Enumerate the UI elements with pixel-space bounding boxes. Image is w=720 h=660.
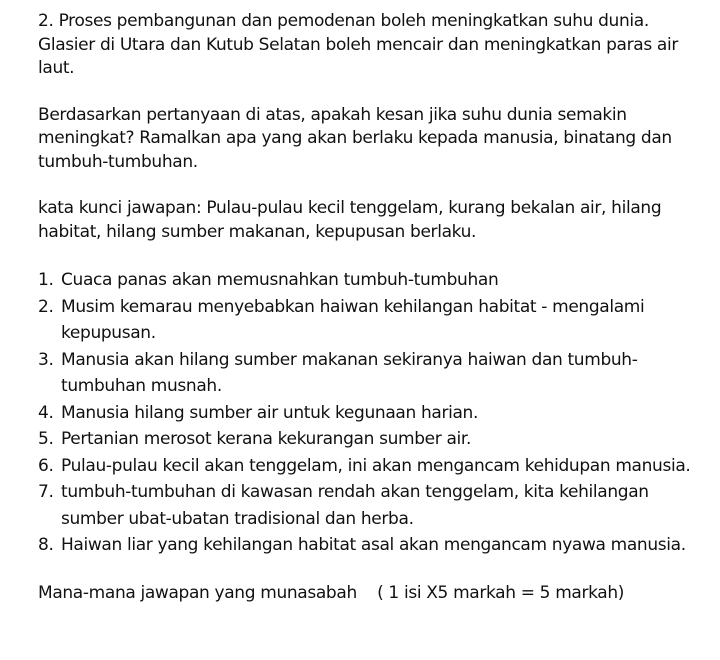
answer-number: 4.	[38, 402, 54, 423]
document-body	[38, 10, 708, 605]
answer-number: 7.	[38, 482, 54, 502]
answer-text: Manusia akan hilang sumber makanan sekiranya haiwan dan tumbuh-tumbuhan musnah.	[61, 349, 638, 396]
marking-note	[38, 582, 708, 606]
answer-number: 2.	[38, 296, 54, 317]
answer-item	[38, 453, 708, 480]
question-paragraph: Berdasarkan pertanyaan di atas, apakah kesan jika suhu dunia semakin meningkat? Ramalkan apa yang akan berlaku kepada manusia, binatang dan tumbuh-tumbuhan.	[38, 104, 672, 172]
answer-text: Haiwan liar yang kehilangan habitat asal akan mengancam nyawa manusia.	[61, 535, 686, 555]
keywords-paragraph: kata kunci jawapan: Pulau-pulau kecil tenggelam, kurang bekalan air, hilang habitat, hilang sumber makanan, kepupusan berlaku.	[38, 198, 662, 242]
marks-allocation: ( 1 isi X5 markah = 5 markah)	[377, 582, 625, 603]
answer-number: 1.	[38, 270, 54, 290]
answer-number: 8.	[38, 535, 54, 555]
answer-item	[38, 294, 708, 347]
answer-number: 3.	[38, 349, 54, 370]
answer-item	[38, 400, 708, 427]
answer-text: Pulau-pulau kecil akan tenggelam, ini akan mengancam kehidupan manusia.	[61, 455, 691, 476]
answer-text: Manusia hilang sumber air untuk kegunaan harian.	[61, 402, 478, 423]
answer-number: 6.	[38, 455, 54, 476]
answer-text: Cuaca panas akan memusnahkan tumbuh-tumbuhan	[61, 270, 499, 290]
marking-note-text: Mana-mana jawapan yang munasabah	[38, 582, 357, 603]
point-2-paragraph: 2. Proses pembangunan dan pemodenan boleh meningkatkan suhu dunia. Glasier di Utara dan Kutub Selatan boleh mencair dan meningkatkan paras air laut.	[38, 11, 678, 78]
answer-item	[38, 532, 708, 559]
answer-item	[38, 426, 708, 453]
answer-text: Pertanian merosot kerana kekurangan sumber air.	[61, 429, 472, 449]
answer-item	[38, 479, 708, 532]
answer-number: 5.	[38, 429, 54, 449]
answer-text: Musim kemarau menyebabkan haiwan kehilangan habitat - mengalami kepupusan.	[61, 296, 645, 343]
answer-list	[38, 267, 708, 559]
answer-text: tumbuh-tumbuhan di kawasan rendah akan tenggelam, kita kehilangan sumber ubat-ubatan tradisional dan herba.	[61, 482, 649, 529]
answer-item	[38, 267, 708, 294]
answer-item	[38, 347, 708, 400]
